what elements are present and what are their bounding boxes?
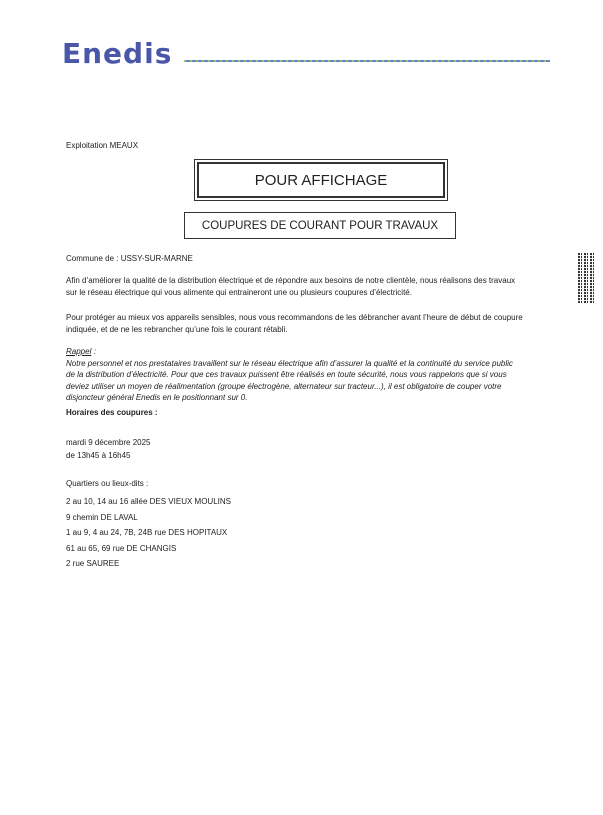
rappel-label: Rappel xyxy=(66,347,92,356)
address-list xyxy=(66,494,556,572)
rappel-label-suffix: : xyxy=(91,347,96,356)
paragraph-advice xyxy=(66,312,556,336)
main-title: POUR AFFICHAGE xyxy=(254,171,388,189)
paragraph-line: indiquée, et de ne les rebrancher qu’une fois le courant rétabli. xyxy=(66,325,288,334)
schedule-block xyxy=(66,436,556,462)
rappel-line: Notre personnel et nos prestataires travaillent sur le réseau électrique afin d’assurer la qualité et la continuité du service public xyxy=(66,358,513,368)
rappel-line: disjoncteur général Enedis en le positionnant sur 0. xyxy=(66,393,248,402)
enedis-logo: Enedis xyxy=(62,37,173,70)
address-item: 61 au 65, 69 rue DE CHANGIS xyxy=(66,543,177,553)
schedule-time: de 13h45 à 16h45 xyxy=(66,451,131,460)
address-item: 1 au 9, 4 au 24, 7B, 24B rue DES HOPITAUX xyxy=(66,528,228,537)
qr-code xyxy=(578,253,596,303)
rappel-line: de la distribution d’électricité. Pour que ces travaux puissent être réalisés en toute sécurité, nous vous rappelons que si vous xyxy=(66,370,507,379)
quartiers-title: Quartiers ou lieux-dits : xyxy=(66,479,149,488)
address-item: 2 au 10, 14 au 16 allée DES VIEUX MOULINS xyxy=(66,497,231,506)
paragraph-line: Afin d’améliorer la qualité de la distribution électrique et de répondre aux besoins de notre clientèle, nous réalisons des travaux xyxy=(66,276,516,285)
rappel-block xyxy=(66,346,556,404)
address-item: 9 chemin DE LAVAL xyxy=(66,512,138,522)
rappel-line: deviez utiliser un moyen de réalimentation (groupe électrogène, alternateur sur tracteur...), il est obligatoire de couper votre xyxy=(66,381,502,391)
paragraph-line: sur le réseau électrique qui vous alimente qui entraineront une ou plusieurs coupures d’électricité. xyxy=(66,288,412,297)
exploitation-label: Exploitation MEAUX xyxy=(66,141,139,150)
main-title-box xyxy=(197,162,445,198)
subtitle: COUPURES DE COURANT POUR TRAVAUX xyxy=(201,219,439,232)
subtitle-box xyxy=(184,212,456,239)
paragraph-intro xyxy=(66,275,556,299)
schedule-date: mardi 9 décembre 2025 xyxy=(66,438,151,447)
address-item: 2 rue SAUREE xyxy=(66,559,120,568)
commune-label: Commune de : USSY-SUR-MARNE xyxy=(66,254,193,263)
horaires-title: Horaires des coupures : xyxy=(66,408,158,417)
header-divider xyxy=(184,60,550,62)
paragraph-line: Pour protéger au mieux vos appareils sensibles, nous vous recommandons de les débrancher avant l’heure de début de coupure xyxy=(66,313,523,322)
